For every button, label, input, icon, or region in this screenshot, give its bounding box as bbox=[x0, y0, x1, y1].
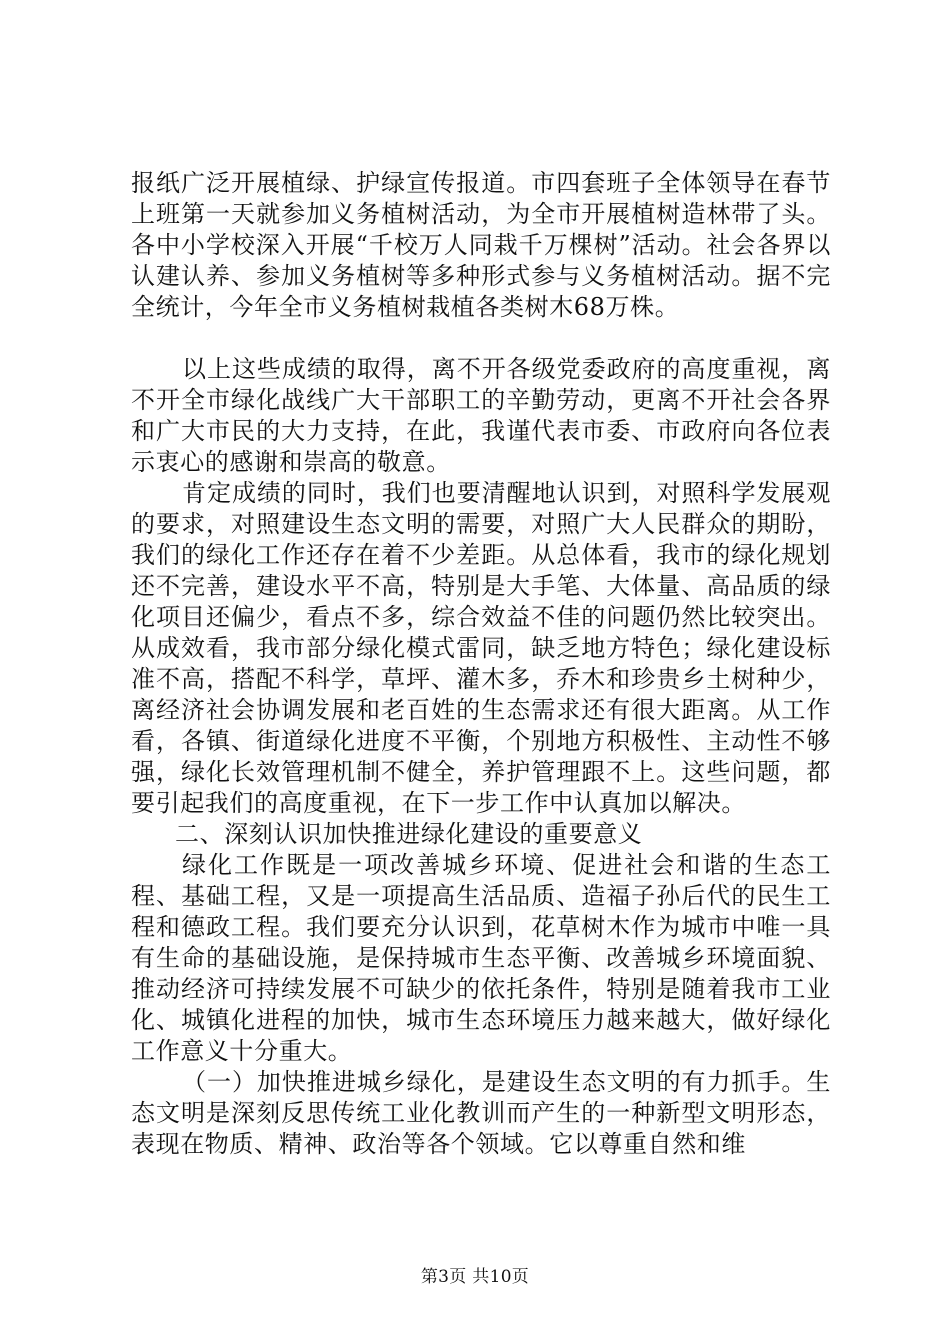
paragraph-shortcomings: 肯定成绩的同时，我们也要清醒地认识到，对照科学发展观的要求，对照建设生态文明的需要，对照广大人民群众的期盼，我们的绿化工作还存在着不少差距。从总体看，我市的绿化规划还不完善，建设水平不高，特别是大手笔、大体量、高品质的绿化项目还偏少，看点不多，综合效益不佳的问题仍然比较突出。从成效看，我市部分绿化模式雷同，缺乏地方特色；绿化建设标准不高，搭配不科学，草坪、灌木多，乔木和珍贵乡土树种少，离经济社会协调发展和老百姓的生态需求还有很大距离。从工作看，各镇、街道绿化进度不平衡，个别地方积极性、主动性不够强，绿化长效管理机制不健全，养护管理跟不上。这些问题，都要引起我们的高度重视，在下一步工作中认真加以解决。 bbox=[131, 479, 831, 817]
paragraph-greening-significance: 绿化工作既是一项改善城乡环境、促进社会和谐的生态工程、基础工程，又是一项提高生活品质、造福子孙后代的民生工程和德政工程。我们要充分认识到，花草树木作为城市中唯一具有生命的基础设施，是保持城市生态平衡、改善城乡环境面貌、推动经济可持续发展不可缺少的依托条件，特别是随着我市工业化、城镇化进程的加快，城市生态环境压力越来越大，做好绿化工作意义十分重大。 bbox=[131, 851, 831, 1065]
document-body bbox=[131, 168, 831, 1160]
paragraph-ecological-civilization: （一）加快推进城乡绿化，是建设生态文明的有力抓手。生态文明是深刻反思传统工业化教训而产生的一种新型文明形态，表现在物质、精神、政治等各个领域。它以尊重自然和维 bbox=[131, 1068, 831, 1158]
paragraph-tree-planting-report: 报纸广泛开展植绿、护绿宣传报道。市四套班子全体领导在春节上班第一天就参加义务植树活动，为全市开展植树造林带了头。各中小学校深入开展“千校万人同栽千万棵树”活动。社会各界以认建认养、参加义务植树等多种形式参与义务植树活动。据不完全统计，今年全市义务植树栽植各类树木68万株。 bbox=[131, 169, 831, 321]
paragraph-achievements-thanks: 以上这些成绩的取得，离不开各级党委政府的高度重视，离不开全市绿化战线广大干部职工的辛勤劳动，更离不开社会各界和广大市民的大力支持，在此，我谨代表市委、市政府向各位表示衷心的感谢和崇高的敬意。 bbox=[131, 355, 831, 476]
page-number-footer: 第3页 共10页 bbox=[420, 1267, 530, 1287]
section-heading-importance: 二、深刻认识加快推进绿化建设的重要意义 bbox=[175, 820, 643, 848]
